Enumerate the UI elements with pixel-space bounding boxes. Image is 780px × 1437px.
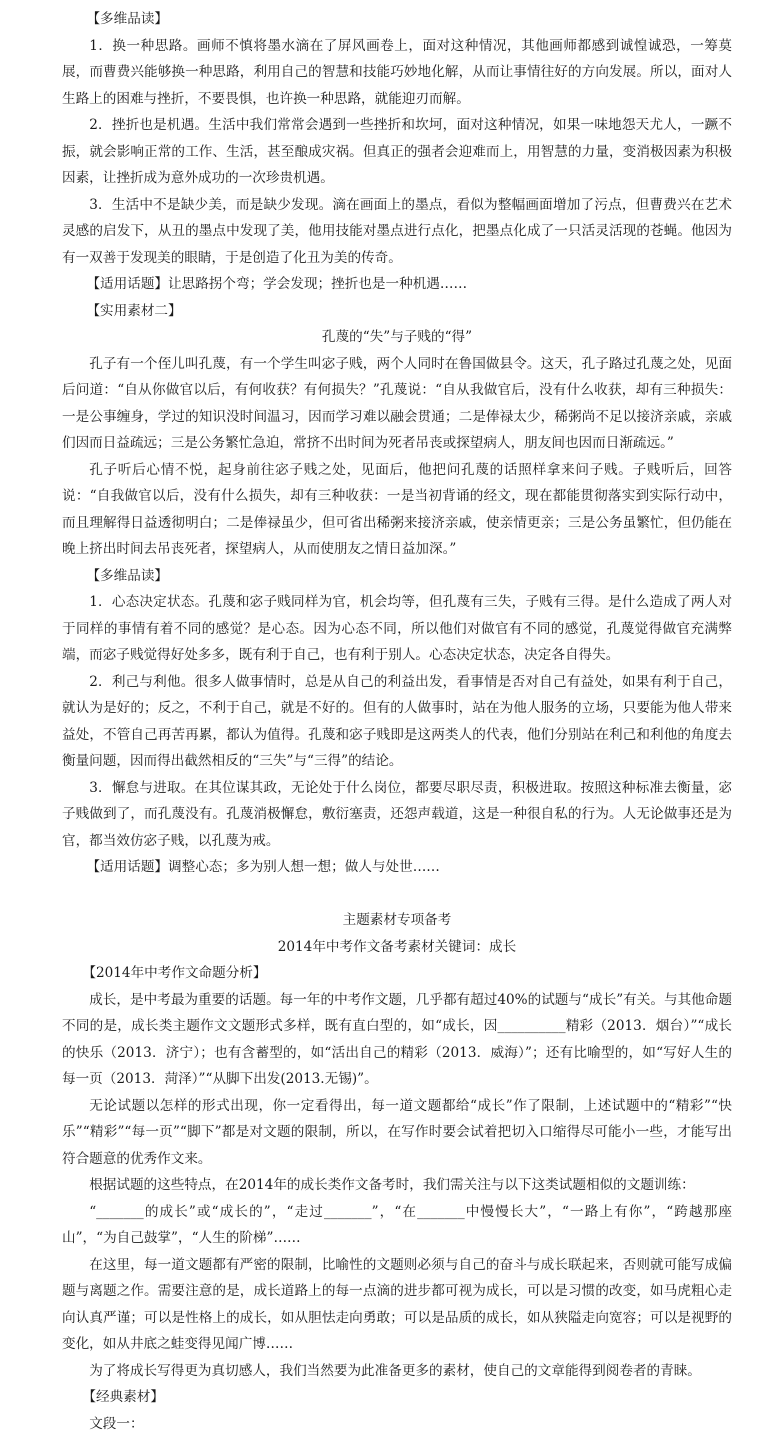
section-heading: 【多维品读】 <box>62 6 732 33</box>
paragraph: 2．挫折也是机遇。生活中我们常常会遇到一些挫折和坎坷，面对这种情况，如果一味地怨天尤人，一蹶不振，就会影响正常的工作、生活，甚至酿成灾祸。但真正的强者会迎难而上，用智慧的力量，变消极因素为积极因素，让挫折成为意外成功的一次珍贵机遇。 <box>62 112 732 192</box>
paragraph: 成长，是中考最为重要的话题。每一年的中考作文题，几乎都有超过40%的试题与“成长”有关。与其他命题不同的是，成长类主题作文文题形式多样，既有直白型的，如“成长，因__________精彩（2013．烟台）”“成长的快乐（2013．济宁）；也有含蓄型的，如“活出自己的精彩（2013．威海）”；还有比喻型的，如“写好人生的每一页（2013．菏泽）”“从脚下出发(2013.无锡)”。 <box>62 987 732 1093</box>
section-heading: 【2014年中考作文命题分析】 <box>62 960 732 987</box>
topic-title: 主题素材专项备考 <box>62 907 732 934</box>
paragraph: 在这里，每一道文题都有严密的限制，比喻性的文题则必须与自己的奋斗与成长联起来，否则就可能写成偏题与离题之作。需要注意的是，成长道路上的每一点滴的进步都可视为成长，可以是习惯的改变，如马虎粗心走向认真严谨；可以是性格上的成长，如从胆怯走向勇敢；可以是品质的成长，如从狭隘走向宽容；可以是视野的变化，如从井底之蛙变得见闻广博…… <box>62 1252 732 1358</box>
paragraph: 1．换一种思路。画师不慎将墨水滴在了屏风画卷上，面对这种情况，其他画师都感到诚惶诚恐，一筹莫展，而曹费兴能够换一种思路，利用自己的智慧和技能巧妙地化解，从而让事情往好的方向发展。所以，面对人生路上的困难与挫折，不要畏惧，也许换一种思路，就能迎刃而解。 <box>62 33 732 113</box>
article-title: 孔蔑的“失”与子贱的“得” <box>62 324 732 351</box>
topics-line: 【适用话题】让思路拐个弯；学会发现；挫折也是一种机遇…… <box>62 271 732 298</box>
paragraph: 孔子有一个侄儿叫孔蔑，有一个学生叫宓子贱，两个人同时在鲁国做县令。这天，孔子路过孔蔑之处，见面后问道：“自从你做官以后，有何收获？有何损失？”孔蔑说：“自从我做官后，没有什么收获，却有三种损失：一是公事缠身，学过的知识没时间温习，因而学习难以融会贯通；二是俸禄太少，稀粥尚不足以接济亲戚，亲戚们因而日益疏远；三是公务繁忙急迫，常挤不出时间为死者吊丧或探望病人，朋友间也因而日渐疏远。” <box>62 351 732 457</box>
paragraph: 3．生活中不是缺少美，而是缺少发现。滴在画面上的墨点，看似为整幅画面增加了污点，但曹费兴在艺术灵感的启发下，从丑的墨点中发现了美，他用技能对墨点进行点化，把墨点化成了一只活灵活现的苍蝇。他因为有一双善于发现美的眼睛，于是创造了化丑为美的传奇。 <box>62 192 732 272</box>
section-heading: 【多维品读】 <box>62 563 732 590</box>
paragraph: “_______的成长”或“成长的”，“走过_______”，“在_______中慢慢长大”，“一路上有你”，“跨越那座山”，“为自己鼓掌”，“人生的阶梯”…… <box>62 1199 732 1252</box>
paragraph: 根据试题的这些特点，在2014年的成长类作文备考时，我们需关注与以下这类试题相似的文题训练： <box>62 1172 732 1199</box>
paragraph: 3．懈怠与进取。在其位谋其政，无论处于什么岗位，都要尽职尽责，积极进取。按照这种标准去衡量，宓子贱做到了，而孔蔑没有。孔蔑消极懈怠，敷衍塞责，还怨声载道，这是一种很自私的行为。人无论做事还是为官，都当效仿宓子贱，以孔蔑为戒。 <box>62 775 732 855</box>
spacer <box>62 881 732 908</box>
topic-subtitle: 2014年中考作文备考素材关键词：成长 <box>62 934 732 961</box>
paragraph: 为了将成长写得更为真切感人，我们当然要为此准备更多的素材，使自己的文章能得到阅卷者的青睐。 <box>62 1358 732 1385</box>
document-page <box>62 6 732 1437</box>
section-heading: 【实用素材二】 <box>62 298 732 325</box>
paragraph: 2．利己与利他。很多人做事情时，总是从自己的利益出发，看事情是否对自己有益处，如果有利于自己，就认为是好的；反之，不利于自己，就是不好的。但有的人做事时，站在为他人服务的立场，只要能为他人带来益处，不管自己再苦再累，都认为值得。孔蔑和宓子贱即是这两类人的代表，他们分别站在利己和利他的角度去衡量问题，因而得出截然相反的“三失”与“三得”的结论。 <box>62 669 732 775</box>
topics-line: 【适用话题】调整心态；多为别人想一想；做人与处世…… <box>62 854 732 881</box>
paragraph: 文段一： <box>62 1411 732 1437</box>
section-heading: 【经典素材】 <box>62 1384 732 1411</box>
paragraph: 孔子听后心情不悦，起身前往宓子贱之处，见面后，他把问孔蔑的话照样拿来问子贱。子贱听后，回答说：“自我做官以后，没有什么损失，却有三种收获：一是当初背诵的经文，现在都能贯彻落实到实际行动中，而且理解得日益透彻明白；二是俸禄虽少，但可省出稀粥来接济亲戚，使亲情更亲；三是公务虽繁忙，但仍能在晚上挤出时间去吊丧死者，探望病人，从而使朋友之情日益加深。” <box>62 457 732 563</box>
paragraph: 无论试题以怎样的形式出现，你一定看得出，每一道文题都给“成长”作了限制，上述试题中的“精彩”“快乐”“精彩”“每一页”“脚下”都是对文题的限制，所以，在写作时要会试着把切入口缩得尽可能小一些，才能写出符合题意的优秀作文来。 <box>62 1093 732 1173</box>
paragraph: 1．心态决定状态。孔蔑和宓子贱同样为官，机会均等，但孔蔑有三失，子贱有三得。是什么造成了两人对于同样的事情有着不同的感觉？是心态。因为心态不同，所以他们对做官有不同的感觉，孔蔑觉得做官充满弊端，而宓子贱觉得好处多多，既有利于自己，也有利于别人。心态决定状态，决定各自得失。 <box>62 589 732 669</box>
